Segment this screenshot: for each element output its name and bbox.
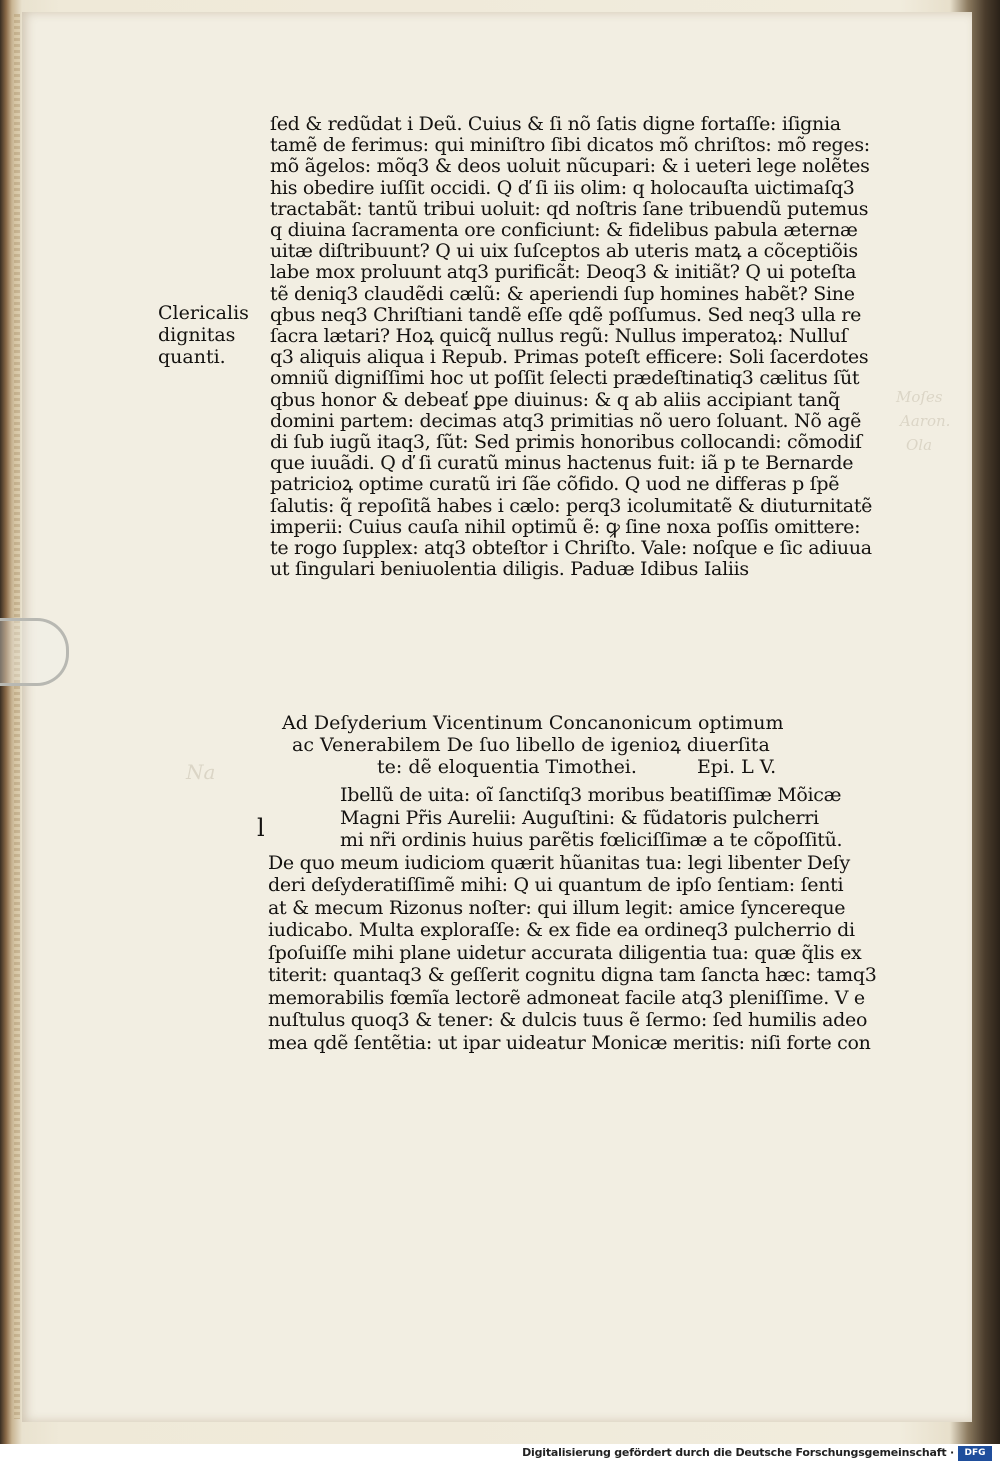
heading-line: ac Venerabilem De ſuo libello de igenioꝝ diuerſita [292, 734, 770, 756]
bleed-text: Aaron. [900, 412, 951, 430]
text-line: tamẽ de ferimus: qui miniſtro ſibi dicatos mõ chriſtos: mõ reges: [270, 134, 870, 157]
main-text-block [270, 114, 880, 580]
letter-line: De quo meum iudiciom quærit hũanitas tua: legi libenter Deſy [268, 851, 850, 874]
letter-line: memorabilis fœmĩa lectorẽ admoneat facile atq3 pleniſſime. V e [268, 986, 865, 1009]
letter-line: nuſtulus quoq3 & tener: & dulcis tuus ẽ ſermo: ſed humilis adeo [268, 1009, 868, 1031]
text-line: ſalutis: q̃ repoſitã habes i cælo: perq3 icolumitatẽ & diuturnitatẽ [270, 494, 873, 517]
letter-line: deri deſyderatiſſimẽ mihi: Q ui quantum de ipſo ſentiam: ſenti [268, 874, 844, 896]
heading-line: Ad Deſyderium Vicentinum Concanonicum optimum [282, 712, 784, 734]
text-line: ſed & redũdat i Deũ. Cuius & ſi nõ ſatis digne fortaſſe: iſignia [270, 113, 841, 135]
bleed-text: Ola [906, 436, 933, 454]
bleed-text: Moſes [896, 388, 943, 406]
text-line: mõ ãgelos: mõq3 & deos uoluit nũcupari: & i ueteri lege nolẽtes [270, 155, 870, 178]
letter-line: Ibellũ de uita: oĩ ſanctiſq3 moribus beatiſſimæ Mõicæ [340, 784, 842, 806]
epistle-number: Epi. L V. [696, 756, 777, 778]
letter-line: iudicabo. Multa exploraſſe: & ex fide ea ordineq3 pulcherrio di [268, 919, 855, 941]
text-line: his obedire iuſſit occidi. Q ď ſi iis olim: q holocauſta uictimaſq3 [270, 176, 855, 199]
text-line: que iuuãdi. Q ď ſi curatũ minus hactenus fuit: iã p te Bernarde [270, 452, 854, 475]
margin-note [158, 302, 249, 368]
text-line: q diuina ſacramenta ore conficiunt: & fidelibus pabula æternæ [270, 219, 858, 242]
letter-line: mea qdẽ ſentẽtia: ut ipar uideatur Monicæ meritis: niſi forte con [268, 1031, 871, 1054]
text-line: tractabãt: tantũ tribui uoluit: qd noſtris ſane tribuendũ putemus [270, 197, 869, 220]
text-line: q3 aliquis aliqua i Repub. Primas poteſt efficere: Soli ſacerdotes [270, 346, 869, 369]
book-clip [0, 618, 69, 686]
text-line: ut ſingulari beniuolentia diligis. Paduæ Idibus Ialiis [270, 558, 749, 581]
text-line: uitæ diſtribuunt? Q ui uix ſuſceptos ab uteris matꝝ a cõceptiõis [270, 240, 858, 263]
bleed-text: Na [186, 760, 216, 784]
footer-bar [0, 1444, 1000, 1464]
text-line: omniũ digniſſimi hoc ut poſſit ſelecti prædeſtinatiq3 cælitus ſũt [270, 367, 860, 390]
letter-line: at & mecum Rizonus noſter: qui illum legit: amice ſyncereque [268, 896, 846, 919]
text-line: ſacra lætari? Hoꝝ quicq̃ nullus regũ: Nullus imperatoꝝ: Nulluſ [270, 325, 848, 348]
margin-note-line: Clericalis [158, 302, 249, 324]
text-line: tẽ deniq3 claudẽdi cælũ: & aperiendi ſup homines habẽt? Sine [270, 282, 855, 305]
letter-line: ſpoſuiſſe mihi plane uidetur accurata diligentia tua: quæ q̃lis ex [268, 941, 862, 964]
text-line: qbus honor & debeať ꝑpe diuinus: & q ab aliis accipiant tanq̃ [270, 388, 840, 411]
heading-line [282, 756, 784, 778]
letter-line: mi nr̃i ordinis huius parẽtis fœliciſſimæ a te cõpoſſitũ. [340, 829, 843, 851]
text-line: labe mox proluunt atq3 purificãt: Deoq3 & initiãt? Q ui poteſta [270, 261, 857, 284]
letter-line: Magni Pr̃is Aurelii: Auguſtini: & fũdatoris pulcherri [340, 806, 819, 829]
text-line: patricioꝝ optime curatũ iri ſãe cõfido. Q uod ne differas p ſpẽ [270, 473, 840, 496]
epistle-heading [282, 712, 784, 778]
text-line: imperii: Cuius cauſa nihil optimũ ẽ: ꝙ ſine noxa poſſis omittere: [270, 515, 861, 538]
heading-line-text: te: dẽ eloquentia Timothei. [377, 756, 637, 778]
letter-body [268, 784, 877, 1054]
text-line: domini partem: decimas atq3 primitias nõ uero ſoluant. Nõ agẽ [270, 409, 862, 432]
margin-note-line: quanti. [158, 346, 226, 368]
initial-letter: l [257, 814, 265, 842]
page-edge-stack [14, 14, 20, 1419]
text-line: di ſub iugũ itaq3, ſũt: Sed primis honoribus collocandi: cõmodiſ [270, 431, 862, 454]
dfg-logo: DFG [958, 1446, 992, 1461]
text-line: qbus neq3 Chriſtiani tandẽ eſſe qdẽ poſſumus. Sed neq3 ulla re [270, 303, 862, 326]
footer-credit: Digitalisierung gefördert durch die Deutsche Forschungsgemeinschaft · [522, 1446, 954, 1459]
letter-line: titerit: quantaq3 & geſſerit cognitu digna tam ſancta hæc: tamq3 [268, 964, 877, 986]
margin-note-line: dignitas [158, 324, 236, 346]
text-line: te rogo ſupplex: atq3 obteſtor i Chriſto. Vale: noſque e ſic adiuua [270, 537, 872, 560]
